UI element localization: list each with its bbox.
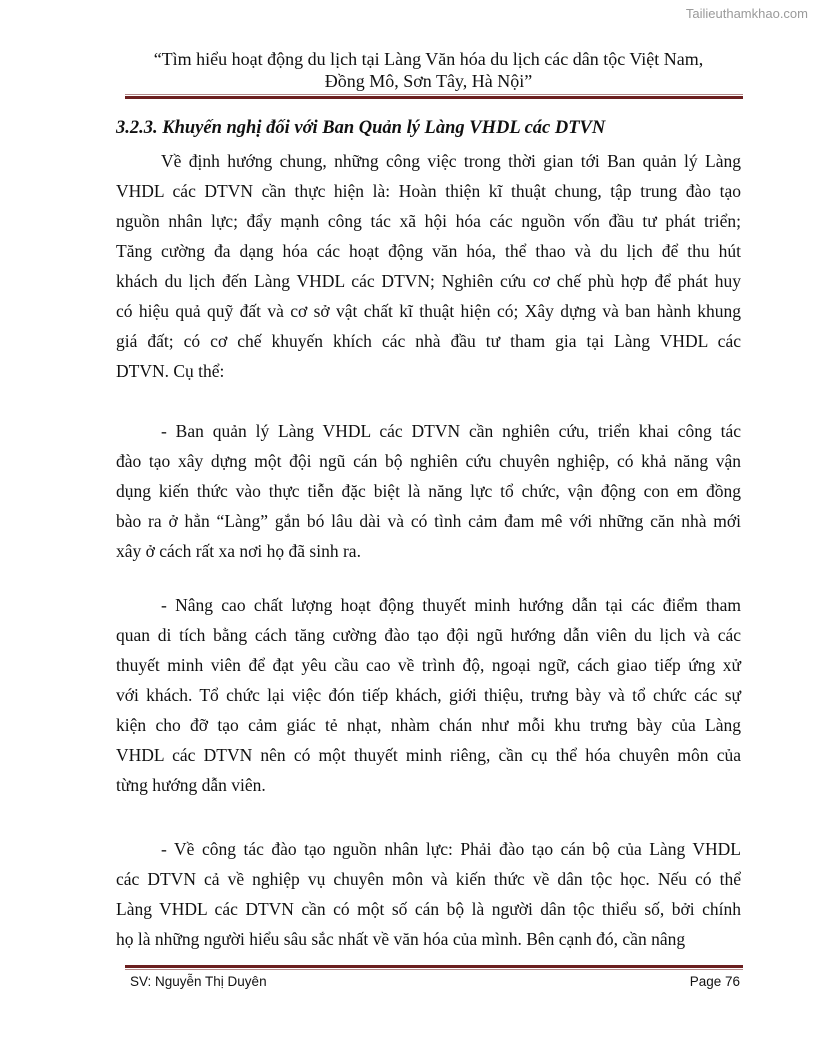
paragraph-line: có hiệu quả quỹ đất và cơ sở vật chất kĩ thuật hiện có; Xây dựng và ban hành khung [116,301,741,321]
watermark: Tailieuthamkhao.com [685,6,808,21]
paragraph-line: quan di tích bằng cách tăng cường đào tạo đội ngũ hướng dẫn viên du lịch và các [116,625,741,645]
paragraph-line: Tăng cường đa dạng hóa các hoạt động văn hóa, thể thao và du lịch để thu hút [116,241,741,261]
paragraph-line: khách du lịch đến Làng VHDL các DTVN; Nghiên cứu cơ chế phù hợp để phát huy [116,271,741,291]
paragraph-line: bào ra ở hẳn “Làng” gắn bó lâu dài và có tình cảm đam mê với những căn nhà mới [116,511,741,531]
paragraph-line: - Ban quản lý Làng VHDL các DTVN cần nghiên cứu, triển khai công tác [161,421,741,441]
section-heading: 3.2.3. Khuyến nghị đối với Ban Quản lý Làng VHDL các DTVN [116,118,606,138]
paragraph-line: xây ở cách rất xa nơi họ đã sinh ra. [116,541,361,561]
paragraph-line: Về định hướng chung, những công việc trong thời gian tới Ban quản lý Làng [161,151,741,171]
paragraph-line: DTVN. Cụ thể: [116,361,225,381]
paragraph-line: từng hướng dẫn viên. [116,775,266,795]
paragraph-line: với khách. Tổ chức lại việc đón tiếp khách, giới thiệu, trưng bày và tổ chức các sự [116,685,741,705]
paragraph-line: - Nâng cao chất lượng hoạt động thuyết minh hướng dẫn tại các điểm tham [161,595,741,615]
paragraph-line: đào tạo xây dựng một đội ngũ cán bộ nghiên cứu chuyên nghiệp, có khả năng vận [116,451,741,471]
header-title-line-1: “Tìm hiểu hoạt động du lịch tại Làng Văn hóa du lịch các dân tộc Việt Nam, [153,49,704,69]
footer-page-number: Page 76 [689,974,740,989]
paragraph-line: VHDL các DTVN nên có một thuyết minh riêng, cần cụ thể hóa chuyên môn của [116,745,741,765]
footer-rule-light [125,969,743,970]
paragraph-line: dụng kiến thức vào thực tiễn đặc biệt là năng lực tổ chức, vận động con em đồng [116,481,741,501]
paragraph-line: thuyết minh viên để đạt yêu cầu cao về trình độ, ngoại ngữ, cách giao tiếp ứng xử [116,655,741,675]
header-title-line-2: Đồng Mô, Sơn Tây, Hà Nội” [324,71,533,91]
footer-rule [125,965,743,968]
paragraph-line: Làng VHDL các DTVN cần có một số cán bộ là người dân tộc thiểu số, bởi chính [116,899,741,919]
paragraph-line: VHDL các DTVN cần thực hiện là: Hoàn thiện kĩ thuật chung, tập trung đào tạo [116,181,741,201]
footer-student: SV: Nguyễn Thị Duyên [130,974,267,989]
paragraph-line: các DTVN cả về nghiệp vụ chuyên môn và kiến thức về dân tộc học. Nếu có thể [116,869,741,889]
paragraph-line: nguồn nhân lực; đẩy mạnh công tác xã hội hóa các nguồn vốn đầu tư phát triển; [116,211,741,231]
paragraph-line: kiện cho đỡ tạo cảm giác tẻ nhạt, nhàm chán như mỗi khu trưng bày của Làng [116,715,741,735]
header-rule [125,96,743,99]
header-rule-light [125,94,743,95]
paragraph-line: giá đất; có cơ chế khuyến khích các nhà đầu tư tham gia tại Làng VHDL các [116,331,741,351]
paragraph-line: họ là những người hiểu sâu sắc nhất về văn hóa của mình. Bên cạnh đó, cần nâng [116,929,686,949]
paragraph-line: - Về công tác đào tạo nguồn nhân lực: Phải đào tạo cán bộ của Làng VHDL [161,839,741,859]
